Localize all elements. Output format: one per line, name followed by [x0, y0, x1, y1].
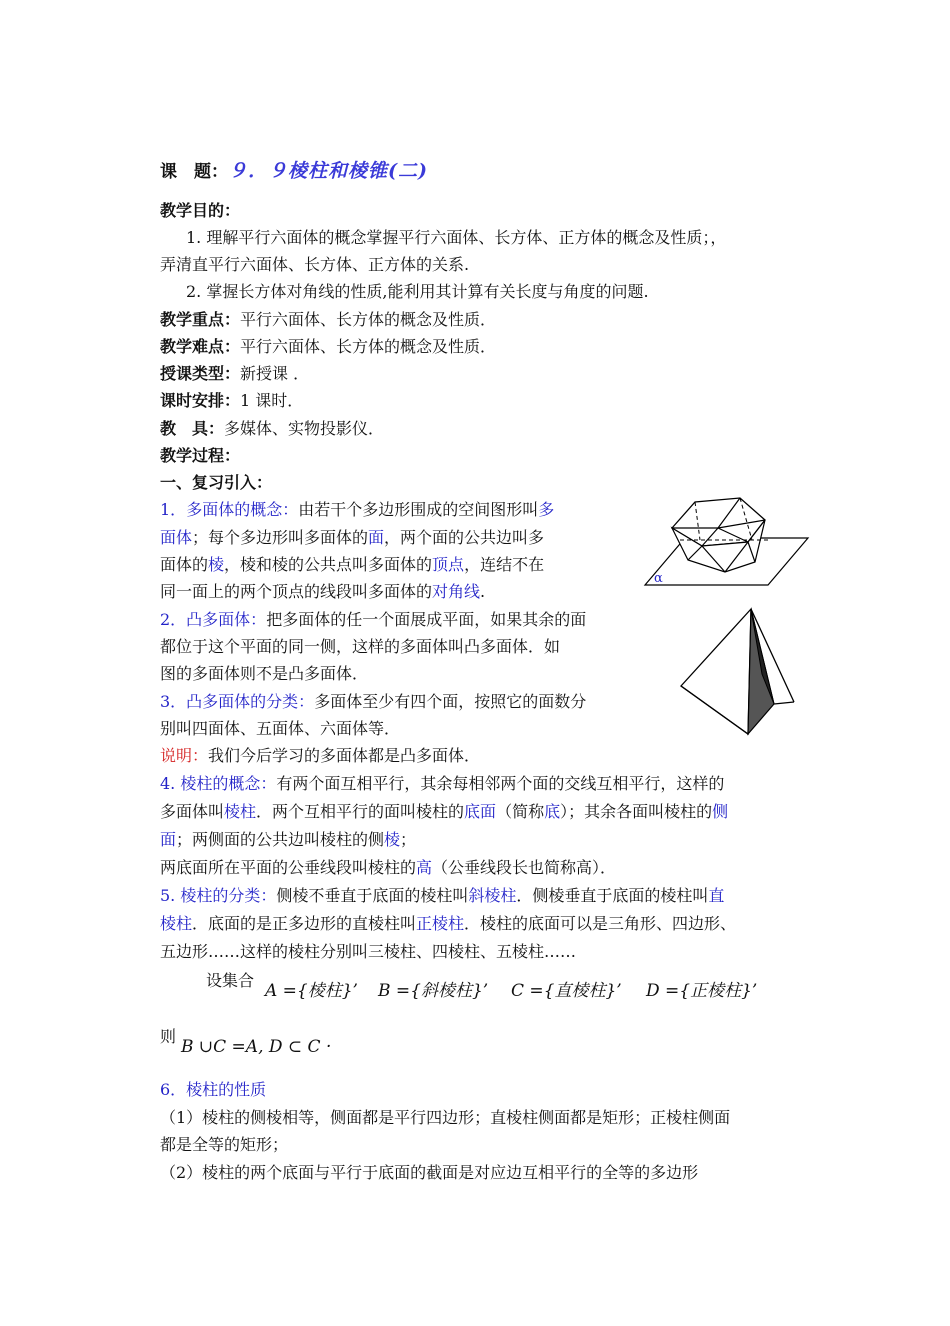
p2-line-3: 图的多面体则不是凸多面体．: [160, 664, 369, 683]
p5-line-1: [160, 885, 724, 907]
p4-line-2: [160, 801, 728, 823]
p1-text: 同一面上的两个顶点的线段叫多面体的: [160, 582, 433, 601]
p4-text: （公垂线段长也简称高）．: [432, 858, 617, 877]
p5-text: ．棱柱的底面可以是三角形、四边形、: [464, 914, 737, 933]
lesson-time: [160, 390, 303, 412]
set-d: D ={正棱柱}’: [646, 981, 758, 1001]
p3-line-2: 别叫四面体、五面体、六面体等．: [160, 719, 401, 738]
keyword-regular-prism: 正棱柱: [416, 914, 465, 933]
lesson-time-label: 课时安排：: [160, 391, 241, 410]
p1-text: 由若干个多边形围成的空间图形叫: [298, 500, 539, 519]
section-1-heading: 一、复习引入：: [160, 473, 273, 492]
keyword-right: 直: [708, 886, 725, 905]
p4-text: ．两个互相平行的面叫棱柱的: [256, 802, 465, 821]
teaching-tools-value: 多媒体、实物投影仪．: [224, 419, 385, 438]
lesson-time-value: 1 课时．: [240, 391, 304, 410]
p6-line-1: （1）棱柱的侧棱相等，侧面都是平行四边形；直棱柱侧面都是矩形；正棱柱侧面: [160, 1108, 731, 1127]
lesson-title: ９．９棱柱和棱锥(二): [228, 160, 428, 182]
process-heading: 教学过程：: [160, 446, 241, 465]
goals-heading: 教学目的：: [160, 201, 241, 220]
p4-text: ；: [400, 830, 417, 849]
keyword-polyhedron: 面体: [160, 528, 193, 547]
p2-line-2: 都位于这个平面的同一侧，这样的多面体叫凸多面体．如: [160, 637, 561, 656]
keyword-vertex: 顶点: [432, 555, 465, 574]
p3-line-1: [160, 691, 586, 713]
p4-line-1: [160, 773, 724, 795]
lesson-label: 课 题：: [160, 162, 228, 182]
lesson-type: [160, 363, 309, 385]
p4-line-4: [160, 857, 616, 879]
p4-text: 两底面所在平面的公垂线段叫棱柱的: [160, 858, 417, 877]
p6-line-3: （2）棱柱的两个底面与平行于底面的截面是对应边互相平行的全等的多边形: [160, 1163, 699, 1182]
keyword-side: 侧: [712, 802, 729, 821]
sets-prefix: 设集合: [206, 971, 255, 990]
p4-term: 4. 棱柱的概念：: [160, 774, 277, 793]
p1-text: ，连结不在: [464, 555, 545, 574]
note-label: 说明：: [160, 746, 209, 765]
teaching-tools: [160, 418, 384, 440]
p6-line-2: 都是全等的矩形；: [160, 1135, 289, 1154]
goal-1-line-1: 1. 理解平行六面体的概念掌握平行六面体、长方体、正方体的概念及性质；，: [186, 228, 727, 247]
p1-text: ，棱和棱的公共点叫多面体的: [224, 555, 433, 574]
p2-term: 2．凸多面体：: [160, 610, 267, 629]
p3-term: 3．凸多面体的分类：: [160, 692, 315, 711]
lesson-title-line: [160, 160, 428, 183]
difficult-points-label: 教学难点：: [160, 337, 241, 356]
keyword-right-prism: 棱柱: [160, 914, 193, 933]
p1-line-4: [160, 581, 485, 603]
note-line: [160, 745, 480, 767]
key-points-value: 平行六面体、长方体的概念及性质．: [240, 310, 497, 329]
keyword-oblique-prism: 斜棱柱: [468, 886, 517, 905]
p1-line-3: [160, 554, 544, 576]
lesson-type-value: 新授课 ．: [240, 364, 310, 383]
p2-line-1: [160, 609, 586, 631]
set-c: C ={直棱柱}’: [511, 981, 622, 1001]
p5-term: 5. 棱柱的分类：: [160, 886, 277, 905]
p4-text: 多面体叫: [160, 802, 225, 821]
keyword-lateral-edge: 棱: [384, 830, 401, 849]
keyword-side-face: 面: [160, 830, 177, 849]
teaching-tools-label: 教 具：: [160, 419, 225, 438]
p4-line-3: [160, 829, 416, 851]
then-label: 则: [160, 1027, 177, 1046]
p4-text: ；两侧面的公共边叫棱柱的侧: [176, 830, 385, 849]
keyword-base: 底: [544, 802, 561, 821]
p1-line-2: [160, 527, 544, 549]
keyword-height: 高: [416, 858, 433, 877]
p1-text: ，两个面的公共边叫多: [384, 528, 545, 547]
goal-2: 2. 掌握长方体对角线的性质,能利用其计算有关长度与角度的问题.: [186, 282, 649, 301]
set-relation: B ∪C =A, D ⊂ C ·: [181, 1037, 332, 1057]
p1-number: 1．: [160, 500, 187, 519]
key-points: [160, 309, 496, 331]
note-text: 我们今后学习的多面体都是凸多面体．: [208, 746, 481, 765]
p1-term: 多面体的概念：: [186, 500, 299, 519]
set-a: A ={棱柱}’: [265, 981, 358, 1001]
p3-text: 多面体至少有四个面，按照它的面数分: [314, 692, 587, 711]
keyword-edge: 棱: [208, 555, 225, 574]
p4-text: 有两个面互相平行，其余每相邻两个面的交线互相平行，这样的: [276, 774, 725, 793]
p4-text: （简称: [496, 802, 545, 821]
plane-label: α: [654, 571, 663, 586]
p1-line-1: [160, 499, 554, 521]
figure-polyhedron-on-plane: [640, 490, 820, 598]
keyword-diagonal: 对角线: [432, 582, 481, 601]
keyword-face: 面: [368, 528, 385, 547]
key-points-label: 教学重点：: [160, 310, 241, 329]
p5-line-2: [160, 913, 736, 935]
difficult-points-value: 平行六面体、长方体的概念及性质．: [240, 337, 497, 356]
p1-keyword: 多: [538, 500, 555, 519]
keyword-prism: 棱柱: [224, 802, 257, 821]
p2-text: 把多面体的任一个面展成平面，如果其余的面: [266, 610, 587, 629]
p1-text: 面体的: [160, 555, 209, 574]
p1-text: ；每个多边形叫多面体的: [192, 528, 369, 547]
set-b: B ={斜棱柱}’: [378, 981, 489, 1001]
p5-text: ．底面的是正多边形的直棱柱叫: [192, 914, 417, 933]
goal-1-line-2: 弄清直平行六面体、长方体、正方体的关系.: [160, 255, 470, 274]
figure-non-convex-polyhedron: [666, 604, 806, 744]
p5-text: 侧棱不垂直于底面的棱柱叫: [276, 886, 469, 905]
p6-heading: 6．棱柱的性质: [160, 1080, 267, 1099]
p5-line-3: 五边形……这样的棱柱分别叫三棱柱、四棱柱、五棱柱……: [160, 942, 577, 961]
p1-text: .: [480, 582, 486, 601]
p4-text: ）；其余各面叫棱柱的: [560, 802, 713, 821]
keyword-base-face: 底面: [464, 802, 497, 821]
difficult-points: [160, 336, 496, 358]
lesson-type-label: 授课类型：: [160, 364, 241, 383]
p5-text: ．侧棱垂直于底面的棱柱叫: [516, 886, 709, 905]
